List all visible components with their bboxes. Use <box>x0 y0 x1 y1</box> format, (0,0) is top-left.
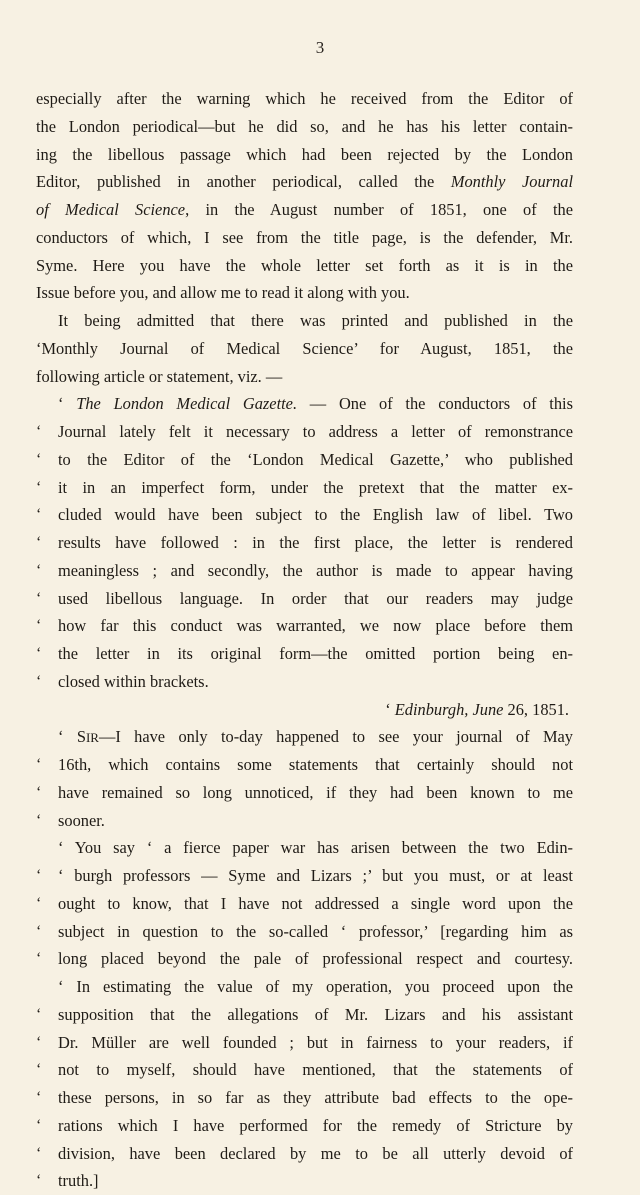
line-text: Issue before you, and allow me to read it along with you. <box>36 283 410 303</box>
text-line <box>36 418 573 446</box>
line-text: Syme. Here you have the whole letter set forth as it is in the <box>36 255 573 275</box>
quote-mark: ‘ <box>36 1172 42 1190</box>
line-text: It being admitted that there was printed and published in the <box>58 311 573 330</box>
quote-mark: ‘ <box>36 1061 42 1079</box>
line-text: ‘ Edinburgh, June 26, 1851. <box>385 699 569 719</box>
line-text: long placed beyond the pale of professional respect and courtesy. <box>58 949 573 969</box>
line-text: subject in question to the so-called ‘ professor,’ [regarding him as <box>58 921 573 941</box>
line-text: supposition that the allegations of Mr. Lizars and his assistant <box>58 1004 573 1024</box>
line-text: rations which I have performed for the remedy of Stricture by <box>58 1115 573 1135</box>
line-text: ‘ In estimating the value of my operation, you proceed upon the <box>58 977 573 996</box>
line-text: not to myself, should have mentioned, that the statements of <box>58 1060 573 1080</box>
quote-mark: ‘ <box>36 617 42 635</box>
text-line <box>36 779 573 807</box>
quote-mark: ‘ <box>36 867 42 884</box>
quote-mark: ‘ <box>36 1116 42 1134</box>
line-text: how far this conduct was warranted, we now place before them <box>58 616 573 636</box>
quote-mark: ‘ <box>36 1005 42 1023</box>
text-line <box>36 973 573 1001</box>
quote-mark: ‘ <box>36 756 42 773</box>
text-line <box>36 696 573 724</box>
text-line <box>36 751 573 779</box>
text-line <box>36 557 573 585</box>
text-line <box>36 1112 573 1140</box>
text-line <box>36 141 573 169</box>
line-text: these persons, in so far as they attribute bad effects to the ope- <box>58 1088 573 1107</box>
line-text: ‘ You say ‘ a fierce paper war has arisen between the two Edin- <box>58 838 573 858</box>
line-text: 16th, which contains some statements that certainly should not <box>58 755 573 774</box>
quote-mark: ‘ <box>36 811 42 829</box>
text-line <box>36 252 573 280</box>
text-line <box>36 834 573 862</box>
text-line <box>36 1140 573 1168</box>
text-line <box>36 307 573 335</box>
line-text: used libellous language. In order that our readers may judge <box>58 588 573 608</box>
line-text: Editor, published in another periodical, called the Monthly Journal <box>36 172 573 192</box>
line-text: ‘Monthly Journal of Medical Science’ for August, 1851, the <box>36 338 573 358</box>
line-text: sooner. <box>58 810 105 830</box>
text-line <box>36 918 573 946</box>
line-text: following article or statement, viz. — <box>36 366 283 386</box>
line-text: especially after the warning which he received from the Editor of <box>36 89 573 108</box>
line-text: division, have been declared by me to be all utterly devoid of <box>58 1143 573 1163</box>
quote-mark: ‘ <box>36 894 42 912</box>
text-line <box>36 612 573 640</box>
line-text: ‘ burgh professors — Syme and Lizars ;’ but you must, or at least <box>58 866 573 885</box>
text-line <box>36 529 573 557</box>
line-text: Journal lately felt it necessary to address a letter of remonstrance <box>58 422 573 441</box>
quote-mark: ‘ <box>36 1033 42 1051</box>
quote-mark: ‘ <box>36 922 42 940</box>
line-text: cluded would have been subject to the English law of libel. Two <box>58 505 573 525</box>
text-line <box>36 890 573 918</box>
text-line <box>36 501 573 529</box>
quote-mark: ‘ <box>36 561 42 579</box>
text-line <box>36 1167 573 1195</box>
quote-mark: ‘ <box>36 478 42 496</box>
text-line <box>36 807 573 835</box>
body-text <box>36 85 573 1195</box>
line-text: ought to know, that I have not addressed a single word upon the <box>58 893 573 913</box>
text-line <box>36 1001 573 1029</box>
text-line <box>36 723 573 751</box>
text-line <box>36 279 573 307</box>
quote-mark: ‘ <box>36 506 42 524</box>
text-line <box>36 168 573 196</box>
line-text: ing the libellous passage which had been rejected by the London <box>36 144 573 164</box>
text-line <box>36 85 573 113</box>
text-line <box>36 640 573 668</box>
text-line <box>36 446 573 474</box>
quote-mark: ‘ <box>36 1144 42 1162</box>
quote-mark: ‘ <box>36 672 42 690</box>
text-line <box>36 1084 573 1112</box>
text-line <box>36 668 573 696</box>
quote-mark: ‘ <box>36 1089 42 1106</box>
text-line <box>36 862 573 890</box>
quote-mark: ‘ <box>36 450 42 468</box>
page-number: 3 <box>315 38 325 57</box>
line-text: results have followed : in the first place, the letter is rendered <box>58 533 573 552</box>
text-line <box>36 474 573 502</box>
line-text: truth.] <box>58 1171 99 1191</box>
line-text: Dr. Müller are well founded ; but in fairness to your readers, if <box>58 1032 573 1052</box>
quote-mark: ‘ <box>36 783 42 801</box>
text-line <box>36 224 573 252</box>
line-text: the London periodical—but he did so, and he has his letter contain- <box>36 116 573 136</box>
line-text: ‘ SIR—I have only to-day happened to see your journal of May <box>58 727 573 747</box>
line-text: the letter in its original form—the omitted portion being en- <box>58 644 573 663</box>
text-line <box>36 585 573 613</box>
line-text: conductors of which, I see from the title page, is the defender, Mr. <box>36 227 573 247</box>
line-text: it in an imperfect form, under the pretext that the matter ex- <box>58 477 573 497</box>
line-text: ‘ The London Medical Gazette. — One of the conductors of this <box>58 394 573 414</box>
quote-mark: ‘ <box>36 950 42 968</box>
text-line <box>36 335 573 363</box>
text-line <box>36 1056 573 1084</box>
quote-mark: ‘ <box>36 589 42 607</box>
line-text: meaningless ; and secondly, the author is made to appear having <box>58 560 573 580</box>
text-line <box>36 113 573 141</box>
quote-mark: ‘ <box>36 534 42 551</box>
text-line <box>36 196 573 224</box>
line-text: to the Editor of the ‘London Medical Gazette,’ who published <box>58 449 573 469</box>
quote-mark: ‘ <box>36 423 42 440</box>
text-line <box>36 390 573 418</box>
line-text: of Medical Science, in the August number of 1851, one of the <box>36 200 573 219</box>
text-line <box>36 1029 573 1057</box>
line-text: closed within brackets. <box>58 671 209 691</box>
quote-mark: ‘ <box>36 645 42 662</box>
line-text: have remained so long unnoticed, if they had been known to me <box>58 782 573 802</box>
text-line <box>36 363 573 391</box>
text-line <box>36 945 573 973</box>
